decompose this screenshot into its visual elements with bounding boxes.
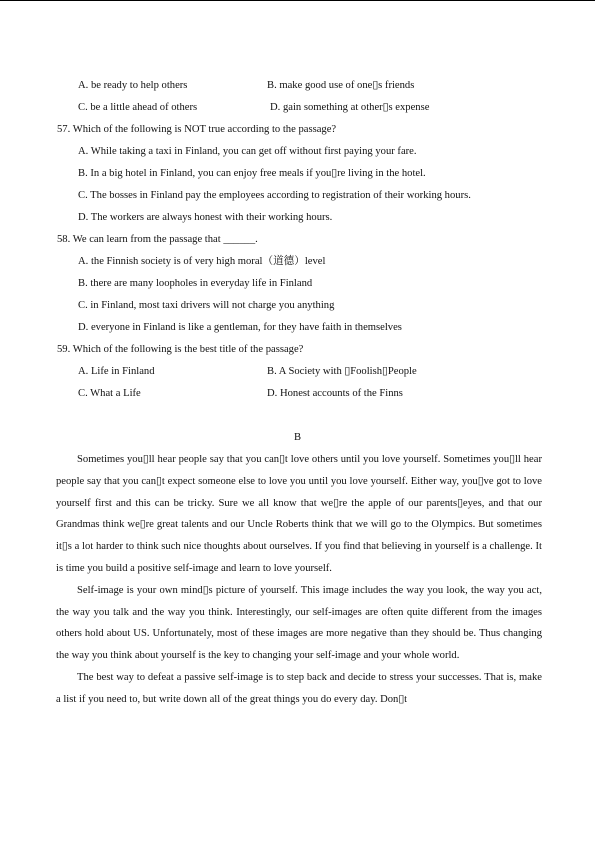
q56-option-c: C. be a little ahead of others bbox=[78, 102, 198, 113]
section-b-heading: B bbox=[293, 432, 302, 443]
section-b-passage bbox=[56, 449, 542, 711]
q58-option-d: D. everyone in Finland is like a gentleman, for they have faith in themselves bbox=[78, 322, 402, 333]
q56-option-d: D. gain something at other▯s expense bbox=[270, 102, 430, 113]
q58-option-a: A. the Finnish society is of very high moral（道德）level bbox=[78, 256, 326, 267]
q57-stem: 57. Which of the following is NOT true according to the passage? bbox=[57, 124, 337, 135]
q57-option-b: B. In a big hotel in Finland, you can enjoy free meals if you▯re living in the hotel. bbox=[78, 168, 426, 179]
q57-option-d: D. The workers are always honest with their working hours. bbox=[78, 212, 333, 223]
q58-option-b: B. there are many loopholes in everyday life in Finland bbox=[78, 278, 313, 289]
passage-paragraph-2: Self-image is your own mind▯s picture of yourself. This image includes the way you look, the way you act, the way you talk and the way you think. Interestingly, our self-images are often quite different from the images others hold about US. Unfortunately, most of these images are more negative than they should be. Thus changing the way you think about yourself is the key to changing your self-image and your whole world. bbox=[56, 584, 542, 662]
q59-stem: 59. Which of the following is the best title of the passage? bbox=[57, 344, 304, 355]
q59-option-b: B. A Society with ▯Foolish▯People bbox=[267, 366, 417, 377]
q56-option-a: A. be ready to help others bbox=[78, 80, 188, 91]
passage-paragraph-1: Sometimes you▯ll hear people say that you can▯t love others until you love yourself. Sometimes you▯ll hear people say that you can▯t expect someone else to love you until you love yourself. Either way, you▯ve got to love yourself first and this can be tricky. Sure we all know that we▯re the apple of our parents▯eyes, and that our Grandmas think we▯re great talents and our Uncle Roberts think that we will go to the Olympics. But sometimes it▯s a lot harder to think such nice thoughts about ourselves. If you find that believing in yourself is a challenge. It is time you build a positive self-image and learn to love yourself. bbox=[56, 454, 542, 574]
q59-option-c: C. What a Life bbox=[78, 388, 141, 399]
q58-stem: 58. We can learn from the passage that ______. bbox=[57, 234, 258, 245]
q59-option-a: A. Life in Finland bbox=[78, 366, 155, 377]
q58-option-c: C. in Finland, most taxi drivers will not charge you anything bbox=[78, 300, 335, 311]
passage-paragraph-3: The best way to defeat a passive self-image is to step back and decide to stress your successes. That is, make a list if you need to, but write down all of the great things you do every day. Don▯t bbox=[56, 671, 542, 705]
q57-option-c: C. The bosses in Finland pay the employees according to registration of their working hours. bbox=[78, 190, 471, 201]
q56-option-b: B. make good use of one▯s friends bbox=[267, 80, 415, 91]
q59-option-d: D. Honest accounts of the Finns bbox=[267, 388, 403, 399]
q57-option-a: A. While taking a taxi in Finland, you can get off without first paying your fare. bbox=[78, 146, 417, 157]
